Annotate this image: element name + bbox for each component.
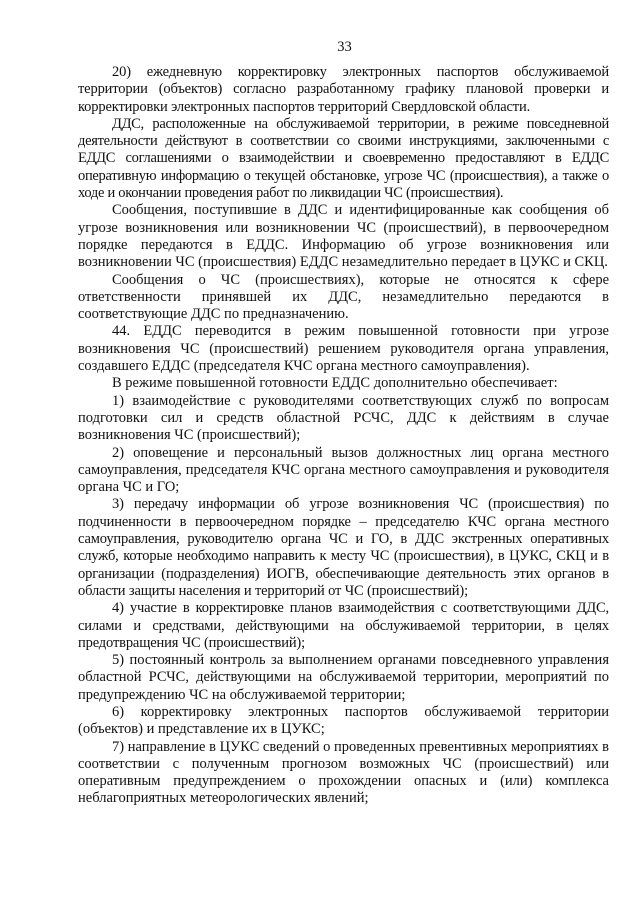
paragraph-list-item-4: 4) участие в корректировке планов взаимодействия с соответствующими ДДС, силами и средствами, действующими на обслуживаемой территории, в целях предотвращения ЧС (происшествий); — [78, 600, 609, 651]
paragraph-messages-not-related: Сообщения о ЧС (происшествиях), которые не относятся к сфере ответственности принявшей их ДДС, незамедлительно передаются в соответствующие ДДС по предназначению. — [78, 271, 609, 323]
paragraph-dds-daily-mode: ДДС, расположенные на обслуживаемой территории, в режиме повседневной деятельности действуют в соответствии со своими инструкциями, заключенными с ЕДДС соглашениями о взаимодействии и своевременно предоставляют в ЕДДС оперативную информацию о текущей обстановке, угрозе ЧС (происшествия), а также о ходе и окончании проведения работ по ликвидации ЧС (происшествия). — [78, 115, 609, 202]
paragraph-messages-identified: Сообщения, поступившие в ДДС и идентифицированные как сообщения об угрозе возникновения или возникновении ЧС (происшествий), в первоочередном порядке передаются в ЕДДС. Информацию об угрозе возникновения или возникновении ЧС (происшествия) ЕДДС незамедлительно передает в ЦУКС и СКЦ. — [78, 202, 609, 271]
paragraph-section-44: 44. ЕДДС переводится в режим повышенной готовности при угрозе возникновения ЧС (происшествий) решением руководителя органа управления, создавшего ЕДДС (председателя КЧС органа местного самоуправления). — [78, 323, 609, 375]
paragraph-list-item-1: 1) взаимодействие с руководителями соответствующих служб по вопросам подготовки сил и средств областной РСЧС, ДДС к действиям в случае возникновения ЧС (происшествий); — [78, 392, 609, 444]
paragraph-list-item-7: 7) направление в ЦУКС сведений о проведенных превентивных мероприятиях в соответствии с полученным прогнозом возможных ЧС (происшествий) или оперативным предупреждением о прохождении опасных и (или) комплекса неблагоприятных метеорологических явлений; — [78, 738, 609, 807]
paragraph-item-20: 20) ежедневную корректировку электронных паспортов обслуживаемой территории (объектов) согласно разработанному графику плановой проверки и корректировки электронных паспортов территорий Свердловской области. — [78, 64, 609, 115]
paragraph-high-readiness-intro: В режиме повышенной готовности ЕДДС дополнительно обеспечивает: — [112, 375, 558, 392]
paragraph-list-item-6: 6) корректировку электронных паспортов обслуживаемой территории (объектов) и представление их в ЦУКС; — [78, 703, 609, 738]
paragraph-list-item-3: 3) передачу информации об угрозе возникновения ЧС (происшествия) по подчиненности в первоочередном порядке – председателю КЧС органа местного самоуправления, руководителю органа ЧС и ГО, в ДДС экстренных оперативных служб, которые необходимо направить к месту ЧС (происшествия), в ЦУКС, СКЦ и в организации (подразделения) ИОГВ, обеспечивающие деятельность этих органов в области защиты населения и территорий от ЧС (происшествий); — [78, 496, 609, 599]
paragraph-list-item-2: 2) оповещение и персональный вызов должностных лиц органа местного самоуправления, председателя КЧС органа местного самоуправления и руководителя органа ЧС и ГО; — [78, 444, 609, 496]
page-number: 33 — [337, 39, 352, 55]
paragraph-list-item-5: 5) постоянный контроль за выполнением органами повседневного управления областной РСЧС, действующими на обслуживаемой территории, мероприятий по предупреждению ЧС на обслуживаемой территории; — [78, 652, 609, 703]
